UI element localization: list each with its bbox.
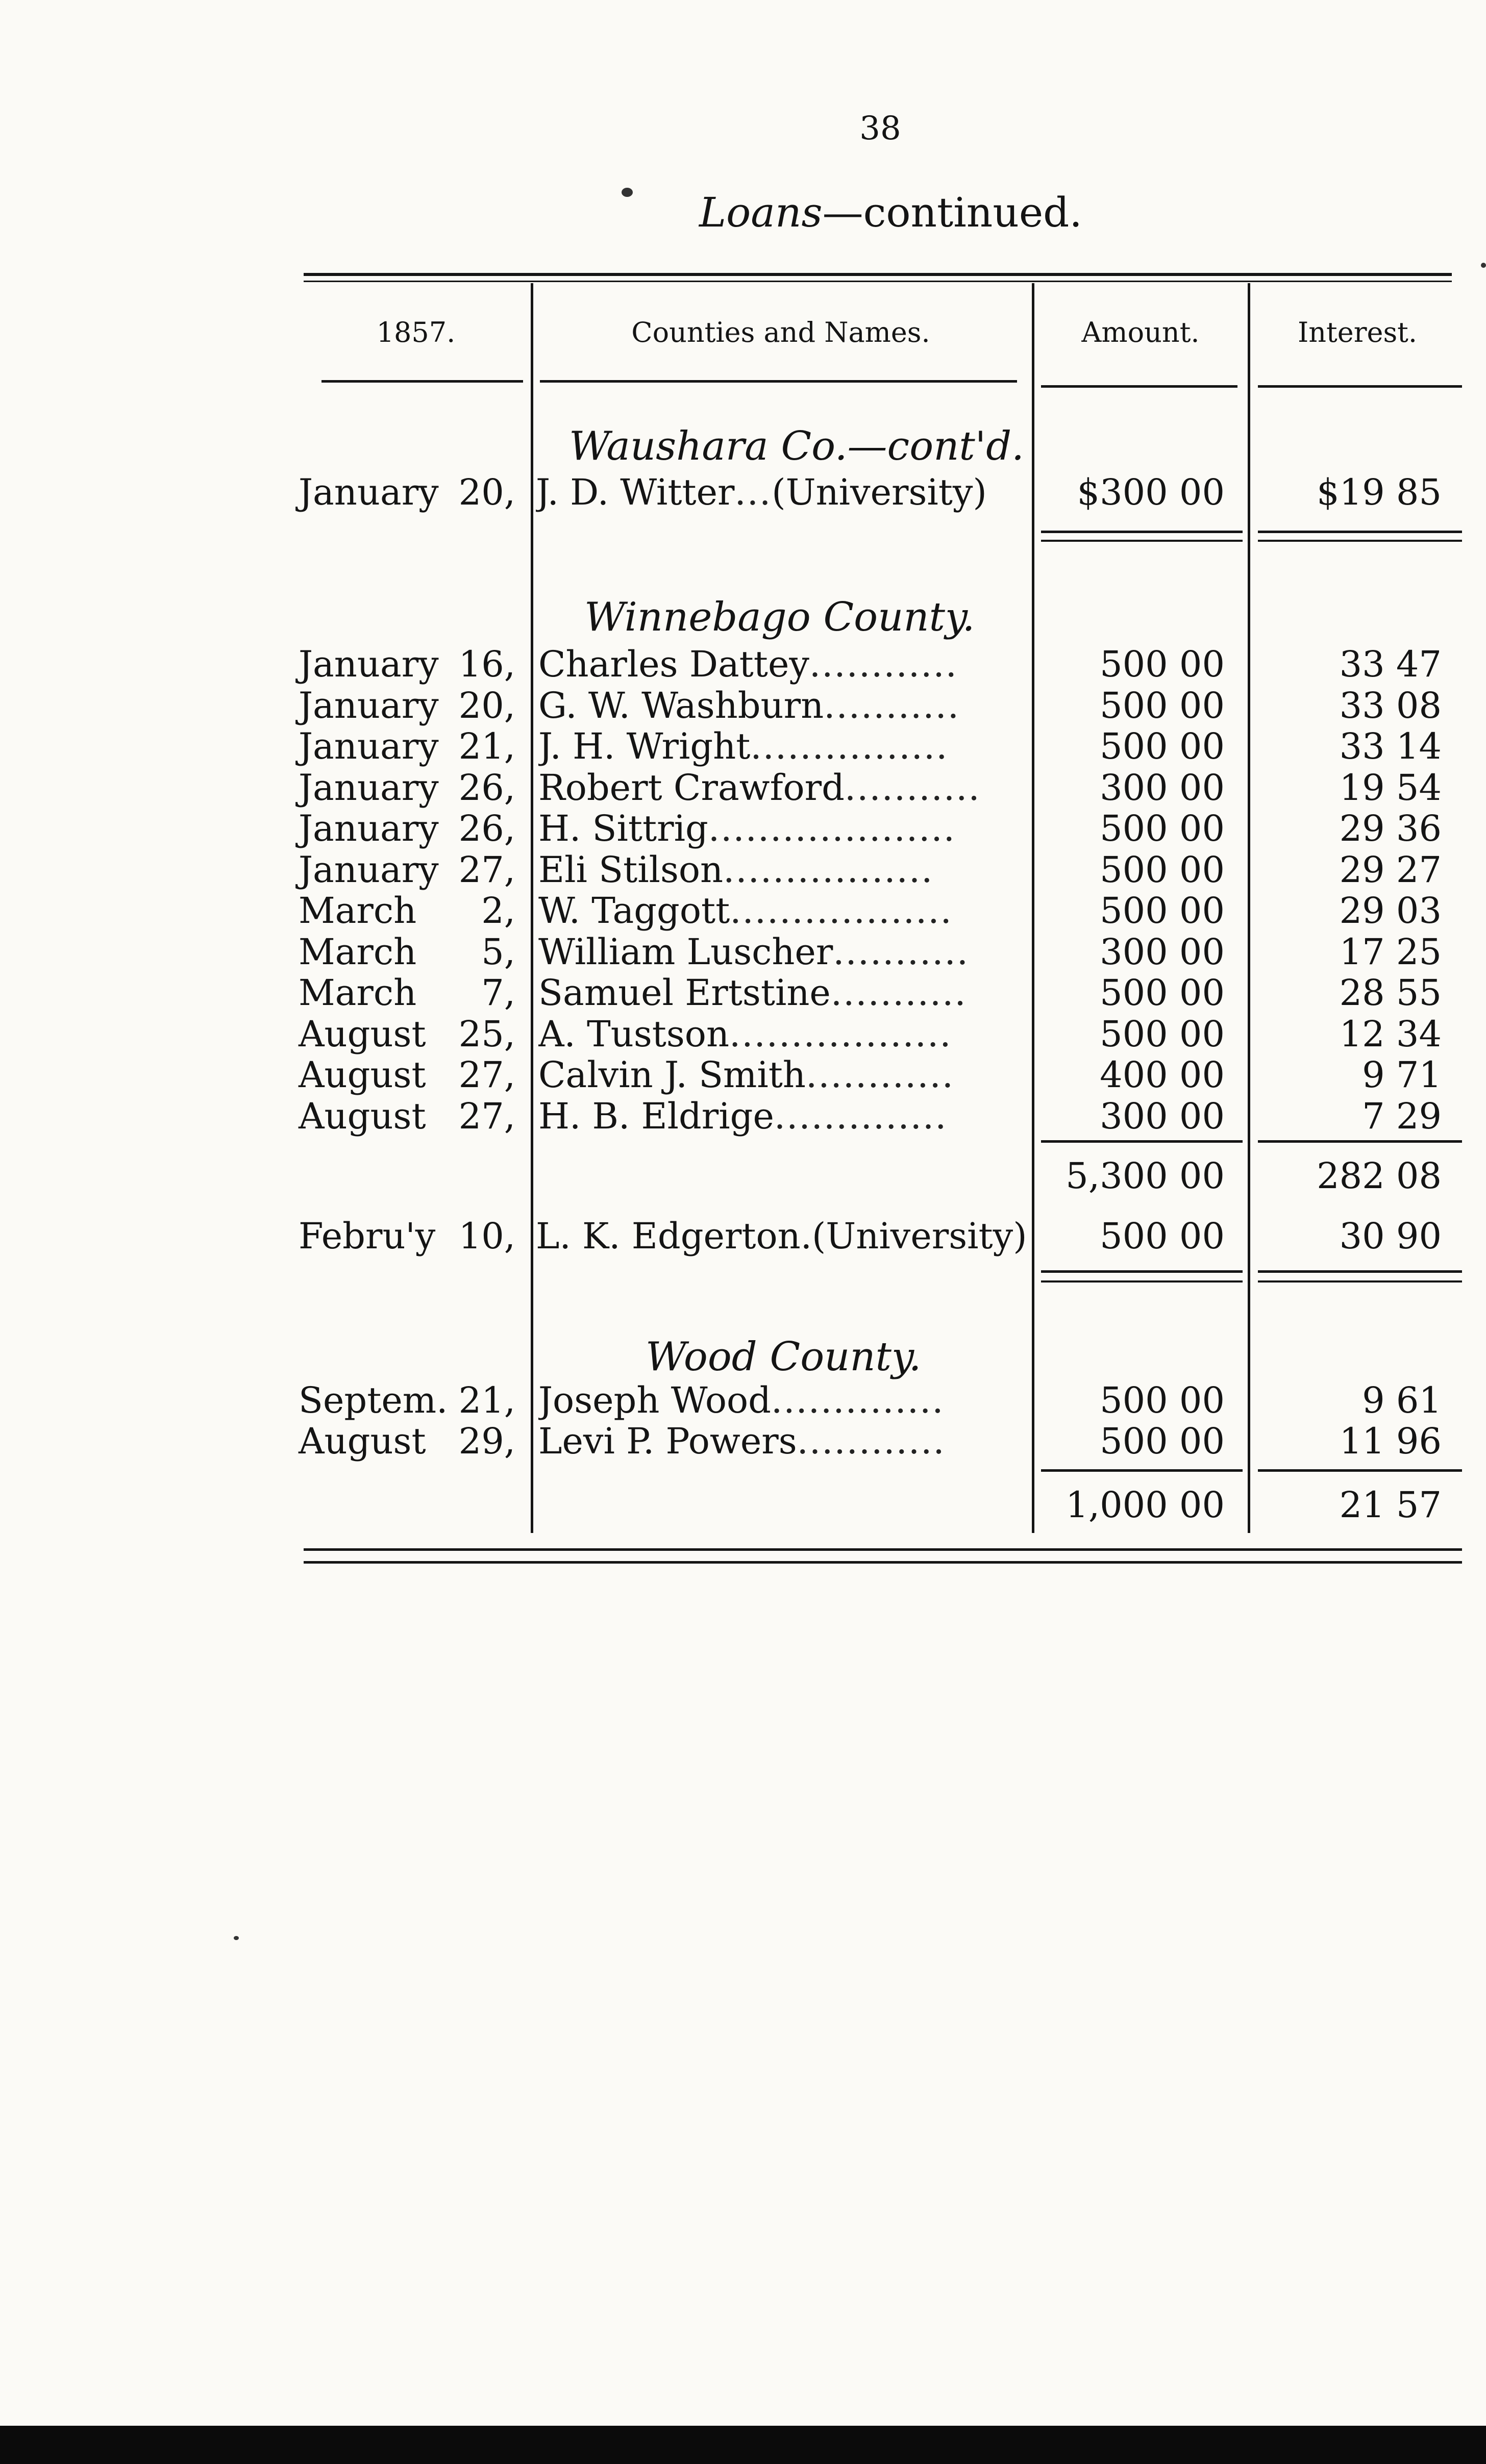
row-amount: 500 00	[1100, 972, 1225, 1014]
row-amount: 300 00	[1100, 1095, 1225, 1137]
row-interest: 28 55	[1339, 972, 1442, 1014]
total-interest: 21 57	[1339, 1484, 1442, 1526]
row-name	[538, 644, 1028, 685]
header-names: Counties and Names.	[631, 316, 930, 348]
row-name	[538, 1096, 1028, 1137]
row-month: Febru'y	[299, 1215, 436, 1257]
row-day: 5,	[481, 931, 515, 973]
row-amount: 500 00	[1100, 1379, 1225, 1421]
table-top-rule	[304, 273, 1452, 276]
row-interest: 19 54	[1339, 766, 1442, 809]
row-interest: 33 14	[1339, 725, 1442, 767]
row-amount: 500 00	[1100, 1013, 1225, 1055]
name-text: Robert Crawford	[538, 767, 845, 808]
row-interest: 29 27	[1339, 848, 1442, 891]
row-interest: 11 96	[1339, 1420, 1442, 1462]
leader-dots: .................	[723, 849, 934, 890]
leader-dots: ..............	[771, 1380, 945, 1421]
row-name	[536, 1216, 1028, 1256]
row-day: 27,	[458, 848, 515, 891]
row-name	[538, 1421, 1028, 1462]
county-heading: Waushara Co.—cont'd.	[569, 423, 1024, 469]
leader-dots: ............	[809, 644, 958, 685]
name-note: (University)	[772, 472, 987, 513]
subtotal-rule	[1041, 1270, 1243, 1273]
name-text: G. W. Washburn	[538, 685, 824, 726]
row-amount: 500 00	[1100, 1215, 1225, 1257]
table-bottom-rule-2	[304, 1561, 1462, 1564]
name-text: Eli Stilson	[538, 849, 724, 890]
row-name	[538, 767, 1028, 808]
leader-dots: ................	[750, 726, 949, 767]
leader-dots: ..................	[729, 1013, 952, 1054]
row-month: January	[299, 684, 439, 726]
name-text: Levi P. Powers	[538, 1421, 797, 1462]
subtotal-rule	[1258, 540, 1462, 542]
row-amount: 400 00	[1100, 1054, 1225, 1096]
row-name	[538, 1014, 1028, 1054]
row-month: Septem.	[299, 1379, 448, 1421]
name-text: Samuel Ertstine	[538, 972, 831, 1013]
row-interest: 29 03	[1339, 890, 1442, 932]
name-text: H. B. Eldrige	[538, 1095, 774, 1137]
row-month: January	[299, 725, 439, 767]
name-text: Joseph Wood	[538, 1380, 771, 1421]
subtotal-rule	[1258, 531, 1462, 533]
leader-dots: ............	[797, 1421, 946, 1462]
subtotal-rule	[1258, 1270, 1462, 1273]
scan-speck	[234, 1936, 239, 1940]
subtotal-rule	[1041, 540, 1243, 542]
name-text: W. Taggott	[538, 890, 730, 931]
row-day: 2,	[481, 890, 515, 932]
row-amount: 500 00	[1100, 808, 1225, 849]
header-underline-3	[1041, 385, 1237, 388]
row-day: 20,	[458, 684, 515, 726]
row-interest: 7 29	[1362, 1095, 1442, 1137]
row-day: 26,	[458, 766, 515, 809]
row-interest: 12 34	[1339, 1013, 1442, 1055]
row-amount: 300 00	[1100, 931, 1225, 973]
row-interest: 29 36	[1339, 808, 1442, 849]
name-text: Charles Dattey	[538, 644, 809, 685]
page-number: 38	[859, 110, 901, 147]
subtotal-rule	[1041, 531, 1243, 533]
row-day: 25,	[458, 1013, 515, 1055]
row-name	[538, 726, 1028, 767]
row-day: 21,	[458, 1379, 515, 1421]
row-name	[536, 472, 1028, 513]
subtotal-rule	[1041, 1280, 1243, 1283]
row-interest: 17 25	[1339, 931, 1442, 973]
row-interest: 30 90	[1339, 1215, 1442, 1257]
header-underline-2	[540, 380, 1017, 383]
column-divider-3	[1248, 283, 1250, 1533]
row-amount: $300 00	[1077, 471, 1225, 513]
subtotal-rule	[1258, 1140, 1462, 1143]
row-day: 29,	[458, 1420, 515, 1462]
row-interest: 9 61	[1362, 1379, 1442, 1421]
row-name	[538, 890, 1028, 931]
name-note: (University)	[812, 1216, 1027, 1256]
name-text: Calvin J. Smith	[538, 1054, 806, 1095]
header-underline-4	[1258, 385, 1462, 388]
row-month: January	[299, 766, 439, 809]
row-amount: 500 00	[1100, 684, 1225, 726]
row-interest: $19 85	[1317, 471, 1442, 513]
row-name	[538, 972, 1028, 1013]
county-heading: Wood County.	[646, 1334, 922, 1380]
scan-speck	[1481, 263, 1486, 268]
header-amount: Amount.	[1081, 316, 1200, 348]
row-amount: 500 00	[1100, 848, 1225, 891]
name-text: William Luscher	[538, 931, 833, 972]
row-day: 20,	[458, 471, 515, 513]
name-text: L. K. Edgerton.	[536, 1216, 812, 1256]
scan-bottom-edge	[0, 2426, 1486, 2464]
row-day: 16,	[458, 643, 515, 685]
name-text: J. H. Wright	[538, 726, 751, 767]
row-month: January	[299, 848, 439, 891]
title-rest: —continued.	[822, 189, 1082, 236]
row-day: 10,	[458, 1215, 515, 1257]
row-month: August	[299, 1095, 426, 1137]
leader-dots: ..............	[774, 1095, 948, 1137]
row-amount: 500 00	[1100, 643, 1225, 685]
name-text: J. D. Witter	[536, 472, 735, 513]
row-month: August	[299, 1420, 426, 1462]
name-text: A. Tustson	[538, 1013, 730, 1054]
total-amount: 5,300 00	[1066, 1155, 1225, 1197]
leader-dots: ...........	[844, 767, 981, 808]
leader-dots: ............	[806, 1054, 955, 1095]
header-underline-1	[321, 380, 523, 383]
county-heading: Winnebago County.	[584, 594, 975, 640]
name-text: H. Sittrig	[538, 808, 708, 849]
row-interest: 33 47	[1339, 643, 1442, 685]
row-day: 27,	[458, 1054, 515, 1096]
row-month: January	[299, 471, 439, 513]
row-amount: 300 00	[1100, 766, 1225, 809]
row-month: August	[299, 1013, 426, 1055]
leader-dots: ...........	[824, 685, 960, 726]
row-month: March	[299, 931, 417, 973]
header-year: 1857.	[376, 316, 456, 348]
column-divider-2	[1032, 283, 1034, 1533]
total-amount: 1,000 00	[1066, 1484, 1225, 1526]
leader-dots: ...........	[833, 931, 970, 972]
page-title	[699, 189, 1082, 236]
subtotal-rule	[1041, 1140, 1243, 1143]
row-day: 27,	[458, 1095, 515, 1137]
row-amount: 500 00	[1100, 1420, 1225, 1462]
column-divider-1	[531, 283, 533, 1533]
leader-dots: ...	[734, 472, 772, 513]
row-name	[538, 932, 1028, 972]
row-day: 21,	[458, 725, 515, 767]
row-name	[538, 808, 1028, 849]
scan-speck	[622, 188, 633, 197]
leader-dots: ...........	[830, 972, 967, 1013]
row-month: August	[299, 1054, 426, 1096]
row-name	[538, 849, 1028, 890]
row-interest: 33 08	[1339, 684, 1442, 726]
row-month: January	[299, 643, 439, 685]
title-italic: Loans	[699, 189, 823, 236]
subtotal-rule	[1258, 1469, 1462, 1472]
row-name	[538, 1054, 1028, 1095]
row-name	[538, 1380, 1028, 1421]
leader-dots: ..................	[730, 890, 953, 931]
row-month: March	[299, 890, 417, 932]
row-month: January	[299, 808, 439, 849]
row-interest: 9 71	[1362, 1054, 1442, 1096]
row-amount: 500 00	[1100, 725, 1225, 767]
total-interest: 282 08	[1317, 1155, 1442, 1197]
table-top-rule-2	[304, 281, 1452, 282]
subtotal-rule	[1258, 1280, 1462, 1283]
header-interest: Interest.	[1297, 316, 1418, 348]
row-month: March	[299, 972, 417, 1014]
row-day: 7,	[481, 972, 515, 1014]
row-amount: 500 00	[1100, 890, 1225, 932]
subtotal-rule	[1041, 1469, 1243, 1472]
row-day: 26,	[458, 808, 515, 849]
leader-dots: ....................	[708, 808, 956, 849]
row-name	[538, 685, 1028, 726]
table-bottom-rule	[304, 1548, 1462, 1551]
